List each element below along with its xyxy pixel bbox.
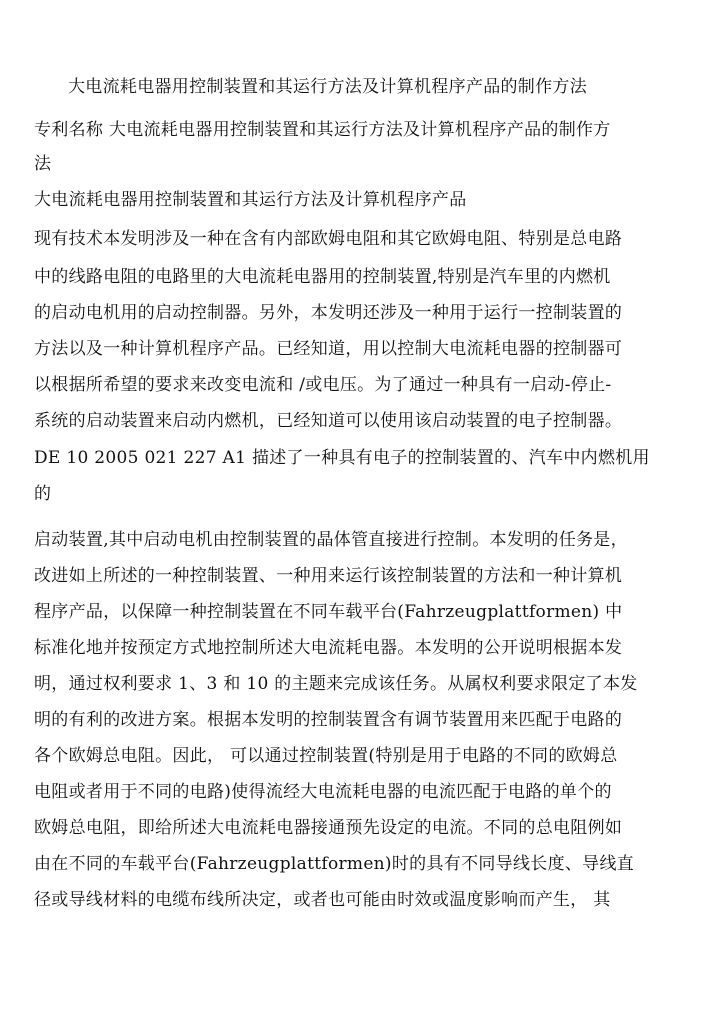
text-line: 明的有利的改进方案。根据本发明的控制装置含有调节装置用来匹配于电路的 bbox=[34, 710, 623, 730]
text-line: 各个欧姆总电阻。因此， 可以通过控制装置(特别是用于电路的不同的欧姆总 bbox=[34, 746, 618, 766]
text-line: 方法以及一种计算机程序产品。已经知道，用以控制大电流耗电器的控制器可 bbox=[34, 339, 623, 359]
text-line: 欧姆总电阻，即给所述大电流耗电器接通预先设定的电流。不同的总电阻例如 bbox=[34, 818, 623, 838]
text-line: 法 bbox=[34, 154, 52, 174]
text-line: 系统的启动装置来启动内燃机，已经知道可以使用该启动装置的电子控制器。 bbox=[34, 411, 623, 431]
text-line: 电阻或者用于不同的电路)使得流经大电流耗电器的电流匹配于电路的单个的 bbox=[34, 782, 612, 802]
text-line: 的启动电机用的启动控制器。另外，本发明还涉及一种用于运行一控制装置的 bbox=[34, 303, 623, 323]
text-line: 大电流耗电器用控制装置和其运行方法及计算机程序产品 bbox=[34, 190, 467, 210]
text-line: 专利名称 大电流耗电器用控制装置和其运行方法及计算机程序产品的制作方 bbox=[34, 120, 611, 140]
text-line: 的 bbox=[34, 484, 52, 504]
text-line: 以根据所希望的要求来改变电流和 /或电压。为了通过一种具有一启动-停止- bbox=[34, 375, 612, 395]
text-line: 径或导线材料的电缆布线所决定，或者也可能由时效或温度影响而产生， 其 bbox=[34, 890, 611, 910]
text-line: 中的线路电阻的电路里的大电流耗电器用的控制装置,特别是汽车里的内燃机 bbox=[34, 267, 611, 287]
text-line: 由在不同的车载平台(Fahrzeugplattformen)时的具有不同导线长度、导线直 bbox=[34, 854, 635, 874]
text-line: 明，通过权利要求 1、3 和 10 的主题来完成该任务。从属权利要求限定了本发 bbox=[34, 674, 638, 694]
text-line: DE 10 2005 021 227 A1 描述了一种具有电子的控制装置的、汽车中内燃机用 bbox=[34, 448, 650, 468]
document-title: 大电流耗电器用控制装置和其运行方法及计算机程序产品的制作方法 bbox=[68, 77, 587, 97]
text-line: 启动装置,其中启动电机由控制装置的晶体管直接进行控制。本发明的任务是， bbox=[34, 530, 628, 550]
text-line: 标准化地并按预定方式地控制所述大电流耗电器。本发明的公开说明根据本发 bbox=[34, 638, 623, 658]
text-line: 现有技术本发明涉及一种在含有内部欧姆电阻和其它欧姆电阻、特别是总电路 bbox=[34, 229, 623, 249]
text-line: 程序产品，以保障一种控制装置在不同车载平台(Fahrzeugplattformen) 中 bbox=[34, 602, 623, 622]
text-line: 改进如上所述的一种控制装置、一种用来运行该控制装置的方法和一种计算机 bbox=[34, 566, 623, 586]
